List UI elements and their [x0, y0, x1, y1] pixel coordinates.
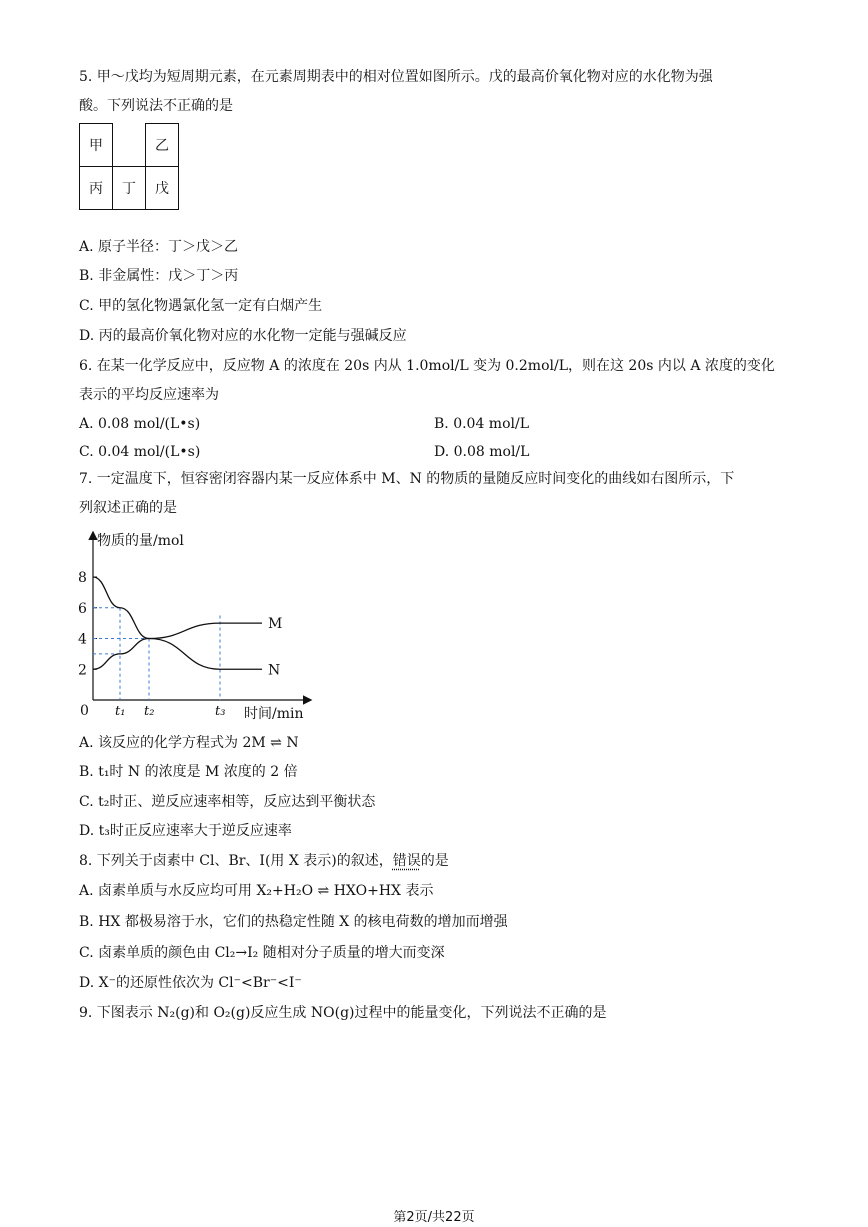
x-axis-label: 时间/min	[244, 706, 304, 722]
series-line-M	[93, 623, 262, 669]
y-tick-label: 4	[78, 631, 87, 648]
cell-wu: 戊	[146, 167, 179, 210]
q7-option-a: A. 该反应的化学方程式为 2M ⇌ N	[79, 735, 299, 751]
q6-option-c: C. 0.04 mol/(L•s)	[79, 444, 201, 460]
origin-label: 0	[80, 703, 89, 719]
q7-option-d: D. t₃时正反应速率大于逆反应速率	[79, 823, 292, 839]
periodic-table-fragment	[79, 123, 179, 210]
q5-stem-line2: 酸。下列说法不正确的是	[79, 98, 233, 114]
page-footer: 第2页/共22页	[393, 1210, 475, 1225]
x-tick-label: t₁	[115, 704, 126, 719]
series-label-N: N	[268, 662, 281, 679]
q5-option-b: B. 非金属性：戊＞丁＞丙	[79, 268, 239, 284]
q8-option-b: B. HX 都极易溶于水，它们的热稳定性随 X 的核电荷数的增加而增强	[79, 914, 508, 930]
q8-option-d: D. X⁻的还原性依次为 Cl⁻<Br⁻<I⁻	[79, 975, 302, 991]
cell-empty	[113, 124, 146, 167]
q7-option-c: C. t₂时正、逆反应速率相等，反应达到平衡状态	[79, 794, 376, 810]
q5-option-a: A. 原子半径：丁＞戊＞乙	[79, 239, 239, 255]
q9-stem: 9. 下图表示 N₂(g)和 O₂(g)反应生成 NO(g)过程中的能量变化，下列说法不正确的是	[79, 1005, 607, 1021]
q6-option-d: D. 0.08 mol/L	[434, 444, 530, 460]
q7-option-b: B. t₁时 N 的浓度是 M 浓度的 2 倍	[79, 764, 298, 780]
cell-jia: 甲	[80, 124, 113, 167]
q7-stem-line1: 7. 一定温度下，恒容密闭容器内某一反应体系中 M、N 的物质的量随反应时间变化的曲线如右图所示，下	[79, 471, 735, 487]
cell-ding: 丁	[113, 167, 146, 210]
q8-option-c: C. 卤素单质的颜色由 Cl₂→I₂ 随相对分子质量的增大而变深	[79, 945, 445, 961]
q8-stem-post: 的是	[420, 853, 449, 869]
y-tick-label: 8	[78, 570, 87, 586]
series-label-M: M	[268, 616, 283, 633]
y-axis-label: 物质的量/mol	[97, 533, 184, 549]
x-tick-label: t₃	[215, 704, 226, 719]
q6-stem-line2: 表示的平均反应速率为	[79, 387, 219, 403]
q7-stem-line2: 列叙述正确的是	[79, 500, 177, 516]
q8-stem-pre: 8. 下列关于卤素中 Cl、Br、I(用 X 表示)的叙述，	[79, 853, 393, 869]
cell-bing: 丙	[80, 167, 113, 210]
y-tick-label: 6	[78, 600, 87, 617]
q8-stem	[79, 852, 449, 870]
q6-stem-line1: 6. 在某一化学反应中，反应物 A 的浓度在 20s 内从 1.0mol/L 变为 0.2mol/L，则在这 20s 内以 A 浓度的变化	[79, 358, 775, 374]
y-tick-label: 2	[78, 662, 87, 679]
x-tick-label: t₂	[144, 704, 155, 719]
q5-stem-line1: 5. 甲～戊均为短周期元素，在元素周期表中的相对位置如图所示。戊的最高价氧化物对应的水化物为强	[79, 69, 713, 85]
q8-option-a: A. 卤素单质与水反应均可用 X₂+H₂O ⇌ HXO+HX 表示	[79, 883, 434, 899]
q6-option-b: B. 0.04 mol/L	[434, 416, 530, 432]
q8-stem-emphasis: 错误	[392, 853, 421, 869]
q5-option-c: C. 甲的氢化物遇氯化氢一定有白烟产生	[79, 298, 323, 314]
cell-yi: 乙	[146, 124, 179, 167]
q5-option-d: D. 丙的最高价氧化物对应的水化物一定能与强碱反应	[79, 328, 407, 344]
q6-option-a: A. 0.08 mol/(L•s)	[79, 416, 201, 432]
mole-time-chart	[70, 525, 320, 730]
